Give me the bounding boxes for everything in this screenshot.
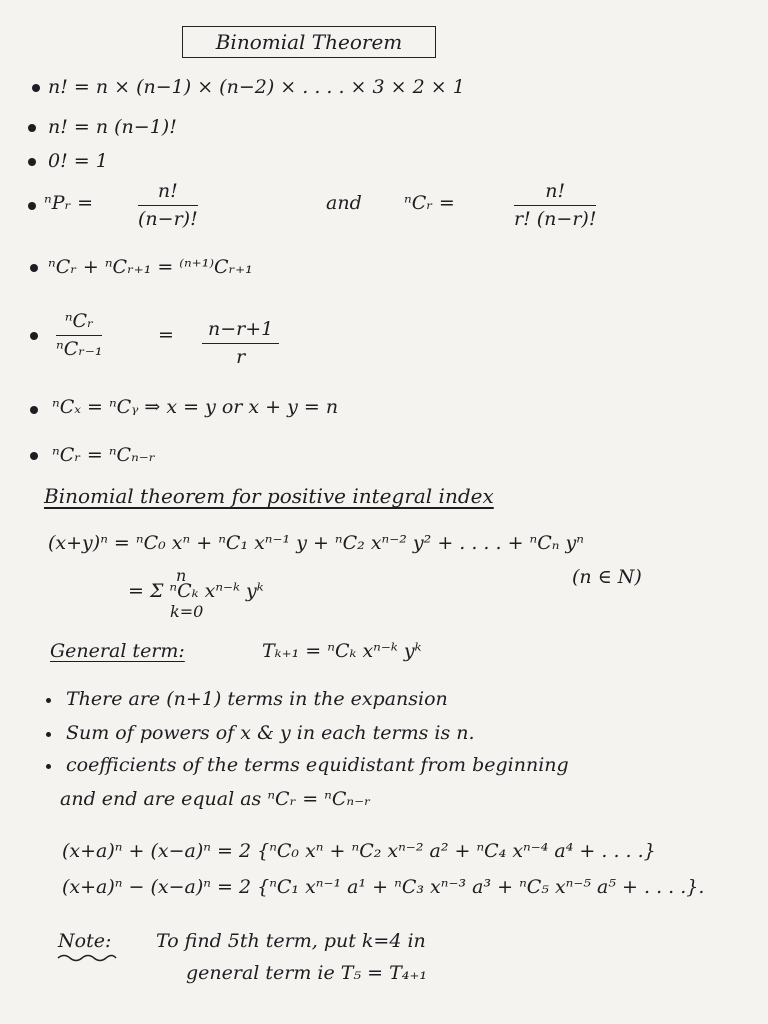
ncr-denominator: r! (n−r)! bbox=[514, 207, 597, 230]
ratio-rhs-fraction bbox=[202, 318, 279, 369]
bullet-icon bbox=[30, 264, 38, 272]
point-equidistant: coefficients of the terms equidistant from beginning bbox=[66, 754, 569, 776]
bullet-icon bbox=[46, 764, 51, 769]
zero-factorial: 0! = 1 bbox=[48, 150, 108, 172]
bullet-icon bbox=[28, 124, 36, 132]
bullet-icon bbox=[46, 732, 51, 737]
complement-rule: ⁿCᵣ = ⁿCₙ₋ᵣ bbox=[52, 444, 156, 466]
bullet-icon bbox=[30, 406, 38, 414]
bullet-icon bbox=[30, 332, 38, 340]
identity-sum: (x+a)ⁿ + (x−a)ⁿ = 2 {ⁿC₀ xⁿ + ⁿC₂ xⁿ⁻² a² + ⁿC₄ xⁿ⁻⁴ a⁴ + . . . .} bbox=[62, 840, 656, 862]
ratio-equals: = bbox=[158, 324, 174, 346]
bullet-icon bbox=[32, 84, 40, 92]
squiggle-underline-icon bbox=[56, 952, 118, 962]
note-line-2: general term ie T₅ = T₄₊₁ bbox=[186, 962, 428, 984]
identity-difference: (x+a)ⁿ − (x−a)ⁿ = 2 {ⁿC₁ xⁿ⁻¹ a¹ + ⁿC₃ xⁿ⁻³ a³ + ⁿC₅ xⁿ⁻⁵ a⁵ + . . . .}. bbox=[62, 876, 705, 898]
sum-upper-limit: n bbox=[176, 566, 187, 585]
equal-combination-rule: ⁿCₓ = ⁿCᵧ ⇒ x = y or x + y = n bbox=[52, 396, 339, 418]
ratio-rhs-numerator: n−r+1 bbox=[202, 318, 279, 344]
n-in-naturals: (n ∈ N) bbox=[572, 566, 642, 588]
sum-lower-limit: k=0 bbox=[170, 602, 204, 621]
general-term-label: General term: bbox=[50, 640, 185, 662]
ratio-rhs-denominator: r bbox=[236, 345, 246, 368]
bullet-icon bbox=[28, 158, 36, 166]
npr-fraction bbox=[138, 180, 198, 231]
point-terms-count: There are (n+1) terms in the expansion bbox=[66, 688, 448, 710]
page-title: Binomial Theorem bbox=[182, 26, 436, 58]
binomial-expansion: (x+y)ⁿ = ⁿC₀ xⁿ + ⁿC₁ xⁿ⁻¹ y + ⁿC₂ xⁿ⁻² y² + . . . . + ⁿCₙ yⁿ bbox=[48, 532, 584, 554]
and-word: and bbox=[326, 192, 362, 214]
ratio-fraction bbox=[56, 310, 102, 361]
note-label: Note: bbox=[58, 930, 112, 952]
ratio-denominator: ⁿCᵣ₋₁ bbox=[56, 337, 103, 360]
npr-denominator: (n−r)! bbox=[138, 207, 198, 230]
ncr-label: ⁿCᵣ = bbox=[404, 192, 455, 214]
general-term-formula: Tₖ₊₁ = ⁿCₖ xⁿ⁻ᵏ yᵏ bbox=[262, 640, 422, 662]
ncr-fraction bbox=[514, 180, 596, 231]
bullet-icon bbox=[28, 202, 36, 210]
npr-label: ⁿPᵣ = bbox=[44, 192, 94, 214]
pascal-identity: ⁿCᵣ + ⁿCᵣ₊₁ = ⁽ⁿ⁺¹⁾Cᵣ₊₁ bbox=[48, 256, 253, 278]
bullet-icon bbox=[46, 698, 51, 703]
factorial-definition: n! = n × (n−1) × (n−2) × . . . . × 3 × 2 × 1 bbox=[48, 76, 465, 98]
point-sum-powers: Sum of powers of x & y in each terms is n. bbox=[66, 722, 475, 744]
section-heading: Binomial theorem for positive integral index bbox=[44, 484, 494, 508]
factorial-recursive: n! = n (n−1)! bbox=[48, 116, 177, 138]
note-line-1: To find 5th term, put k=4 in bbox=[156, 930, 426, 952]
npr-numerator: n! bbox=[138, 180, 198, 206]
bullet-icon bbox=[30, 452, 38, 460]
ncr-numerator: n! bbox=[514, 180, 596, 206]
point-equidistant-cont: and end are equal as ⁿCᵣ = ⁿCₙ₋ᵣ bbox=[60, 788, 371, 810]
ratio-numerator: ⁿCᵣ bbox=[56, 310, 102, 336]
sum-form: = Σ ⁿCₖ xⁿ⁻ᵏ yᵏ bbox=[128, 580, 264, 602]
